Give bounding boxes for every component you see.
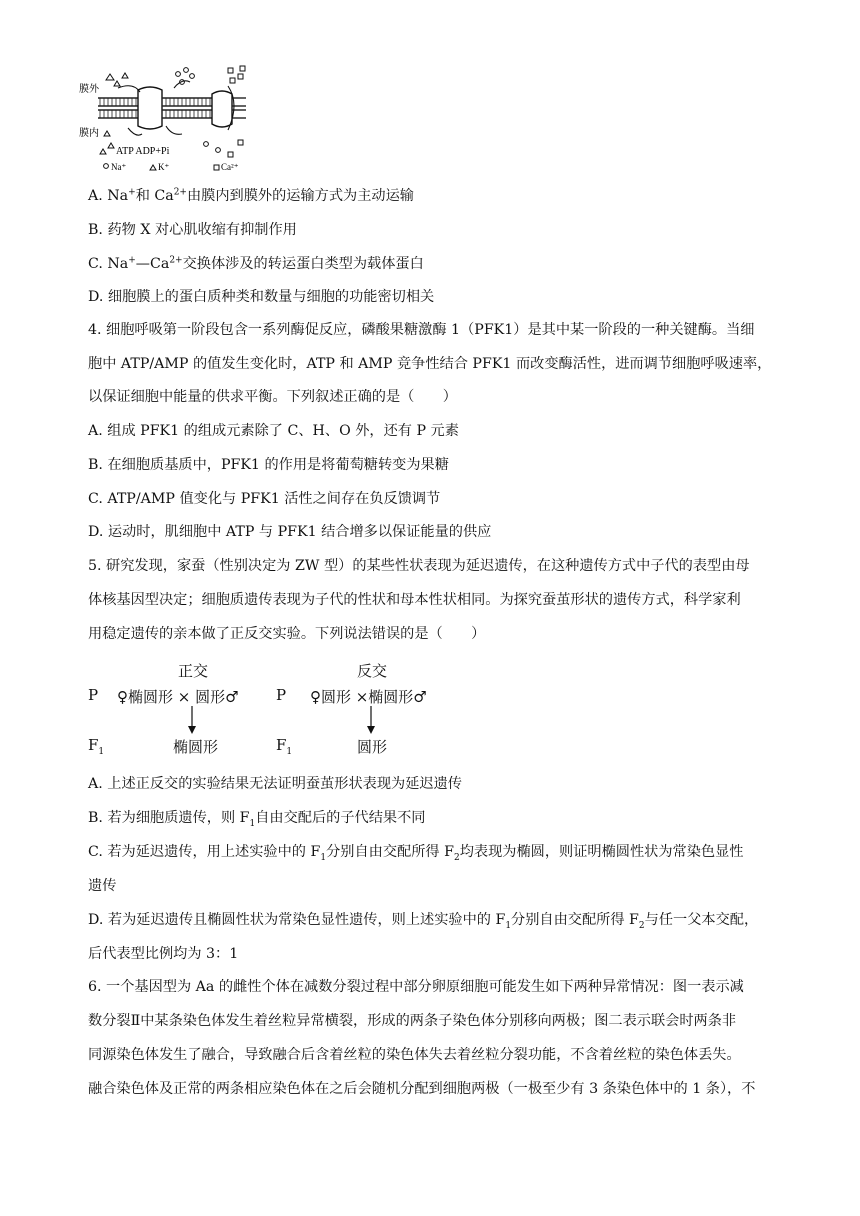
q4-option-a: A. 组成 PFK1 的组成元素除了 C、H、O 外，还有 P 元素: [88, 423, 459, 439]
atp-label: ATP ADP+Pi: [116, 146, 170, 157]
forward-f1-result: 椭圆形: [173, 738, 219, 756]
q5-option-d-line-2: 后代表型比例均为 3：1: [88, 946, 239, 962]
reverse-f1-result: 圆形: [357, 738, 388, 756]
reverse-cross-title: 反交: [357, 662, 388, 680]
f1-label-reverse: $F_1$: [276, 736, 293, 757]
p-label-forward: P: [88, 686, 99, 704]
q5-option-c-line-2: 遗传: [88, 878, 117, 894]
q4-option-d: D. 运动时，肌细胞中 ATP 与 PFK1 结合增多以保证能量的供应: [88, 524, 492, 540]
q4-stem-line-3: 以保证细胞中能量的供求平衡。下列叙述正确的是（ ）: [88, 389, 457, 405]
legend-ca: Ca²⁺: [221, 162, 239, 172]
q3-option-b: B. 药物 X 对心肌收缩有抑制作用: [88, 222, 297, 238]
legend-na: Na⁺: [111, 162, 127, 172]
f1-label-forward: $F_1$: [88, 736, 105, 757]
q6-line-1: 6. 一个基因型为 Aa 的雌性个体在减数分裂过程中部分卵原细胞可能发生如下两种异常情况：图一表示减: [88, 979, 744, 995]
p-label-reverse: P: [276, 686, 287, 704]
q3-option-c: C. $Na^+—Ca^{2+}$交换体涉及的转运蛋白类型为载体蛋白: [88, 255, 424, 272]
q6-line-4: 融合染色体及正常的两条相应染色体在之后会随机分配到细胞两极（一极至少有 3 条染色体中的 1 条），不: [88, 1081, 756, 1097]
q5-option-b: B. 若为细胞质遗传，则 $F_1$自由交配后的子代结果不同: [88, 810, 426, 829]
q3-option-a: A. Na+和 $Ca^{2+}$由膜内到膜外的运输方式为主动运输: [88, 187, 414, 204]
q5-stem-line-1: 5. 研究发现，家蚕（性别决定为 ZW 型）的某些性状表现为延迟遗传，在这种遗传方式中子代的表型由母: [88, 558, 750, 574]
q5-stem-line-3: 用稳定遗传的亲本做了正反交实验。下列说法错误的是（ ）: [88, 626, 486, 642]
q4-stem-line-2: 胞中 ATP/AMP 的值发生变化时，ATP 和 AMP 竞争性结合 PFK1 而改变酶活性，进而调节细胞呼吸速率，: [88, 356, 772, 372]
q5-option-c: C. 若为延迟遗传，用上述实验中的 $F_1$分别自由交配所得 $F_2$均表现为椭圆，则证明椭圆性状为常染色显性: [88, 844, 744, 863]
forward-parents: ♀椭圆形 × 圆形♂: [117, 688, 239, 706]
q4-stem-line-1: 4. 细胞呼吸第一阶段包含一系列酶促反应，磷酸果糖激酶 1（PFK1）是其中某一阶段的一种关键酶。当细: [88, 322, 755, 338]
q4-option-b: B. 在细胞质基质中，PFK1 的作用是将葡萄糖转变为果糖: [88, 457, 449, 473]
q3-option-d: D. 细胞膜上的蛋白质种类和数量与细胞的功能密切相关: [88, 289, 435, 305]
q6-line-3: 同源染色体发生了融合，导致融合后含着丝粒的染色体失去着丝粒分裂功能，不含着丝粒的染色体丢失。: [88, 1047, 741, 1063]
membrane-transport-figure: [78, 64, 258, 180]
label-outside: 膜外: [79, 84, 99, 95]
q6-line-2: 数分裂Ⅱ中某条染色体发生着丝粒异常横裂，形成的两条子染色体分别移向两极；图二表示联会时两条非: [88, 1013, 737, 1029]
pump-protein: [212, 91, 232, 127]
q5-stem-line-2: 体核基因型决定；细胞质遗传表现为子代的性状和母本性状相同。为探究蚕茧形状的遗传方式，科学家利: [88, 592, 741, 608]
reverse-cross-arrow: [365, 706, 377, 736]
legend-k: K⁺: [158, 162, 170, 172]
reverse-parents: ♀圆形 ×椭圆形♂: [310, 688, 427, 706]
q5-option-a: A. 上述正反交的实验结果无法证明蚕茧形状表现为延迟遗传: [88, 776, 462, 792]
q5-option-d: D. 若为延迟遗传且椭圆性状为常染色显性遗传，则上述实验中的 $F_1$分别自由交配所得 $F_2$与任一父本交配，: [88, 912, 759, 931]
forward-cross-title: 正交: [178, 662, 209, 680]
exchanger-protein: [138, 87, 162, 129]
label-inside: 膜内: [79, 128, 99, 139]
forward-cross-arrow: [186, 706, 198, 736]
q4-option-c: C. ATP/AMP 值变化与 PFK1 活性之间存在负反馈调节: [88, 491, 441, 507]
